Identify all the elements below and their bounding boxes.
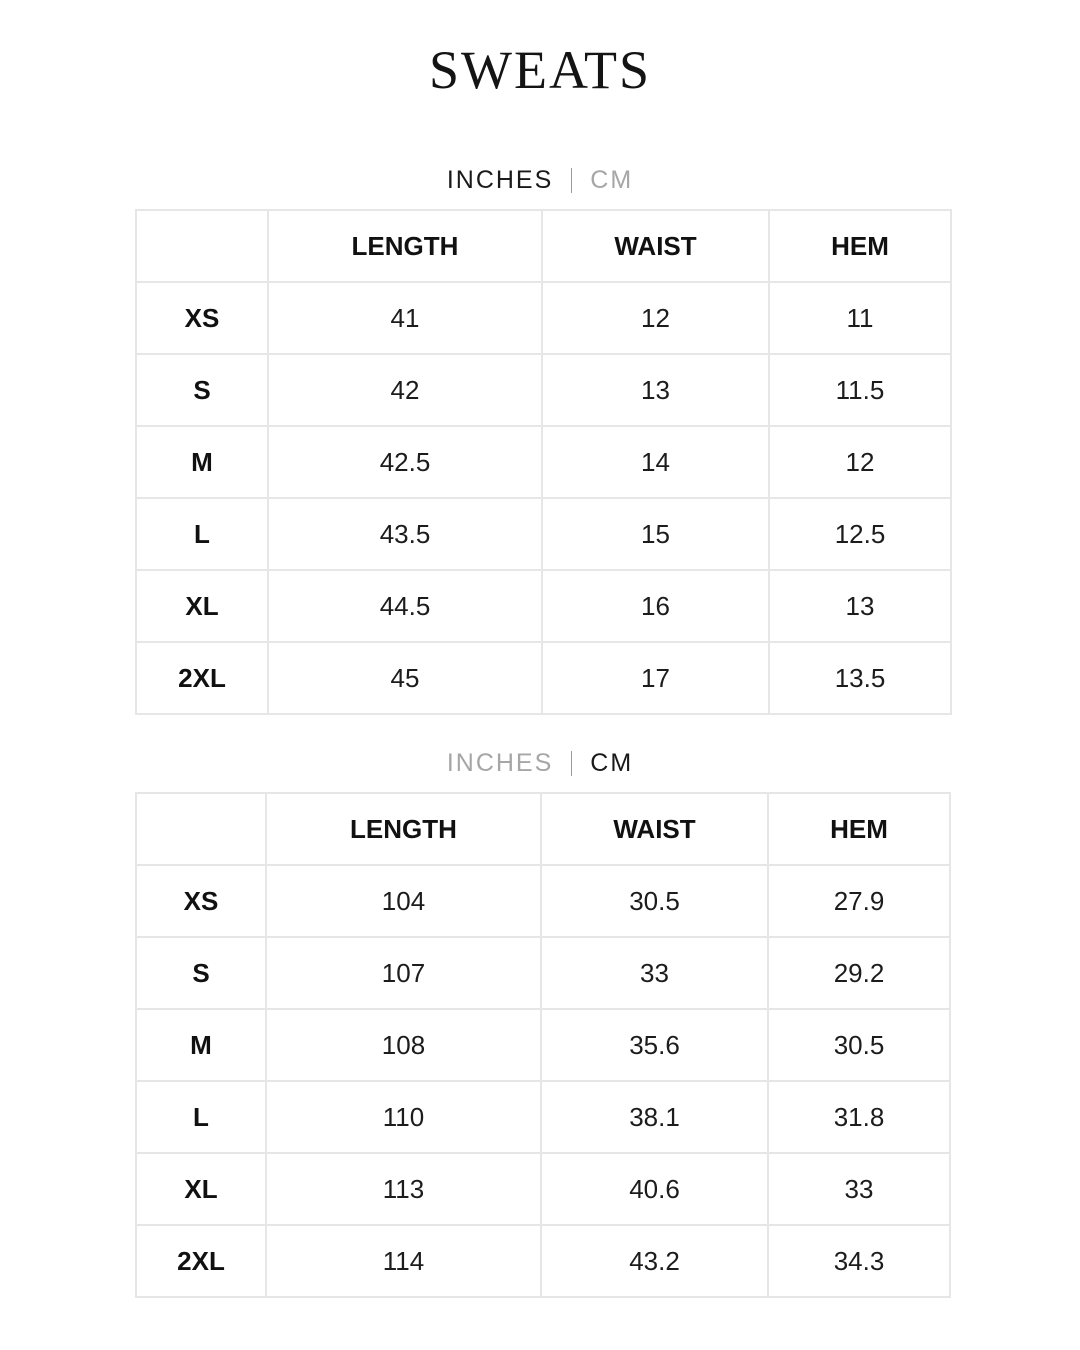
size-label-cell: L — [136, 1081, 266, 1153]
size-table-inches — [135, 209, 952, 715]
length-cell: 113 — [266, 1153, 541, 1225]
size-label-cell: 2XL — [136, 1225, 266, 1297]
table-header-row — [136, 210, 951, 282]
size-label-cell: XS — [136, 282, 268, 354]
hem-cell: 12.5 — [769, 498, 951, 570]
header-waist: WAIST — [541, 793, 768, 865]
table-row — [136, 937, 950, 1009]
length-cell: 44.5 — [268, 570, 542, 642]
header-length: LENGTH — [268, 210, 542, 282]
unit-toggle-cm-table — [0, 748, 1080, 778]
table-row — [136, 354, 951, 426]
waist-cell: 14 — [542, 426, 769, 498]
table-row — [136, 426, 951, 498]
size-label-cell: XL — [136, 570, 268, 642]
length-cell: 108 — [266, 1009, 541, 1081]
table-row — [136, 642, 951, 714]
length-cell: 42.5 — [268, 426, 542, 498]
hem-cell: 13 — [769, 570, 951, 642]
table-row — [136, 570, 951, 642]
waist-cell: 12 — [542, 282, 769, 354]
waist-cell: 35.6 — [541, 1009, 768, 1081]
table-header-row — [136, 793, 950, 865]
hem-cell: 30.5 — [768, 1009, 950, 1081]
hem-cell: 33 — [768, 1153, 950, 1225]
size-label-cell: S — [136, 937, 266, 1009]
hem-cell: 11.5 — [769, 354, 951, 426]
waist-cell: 30.5 — [541, 865, 768, 937]
table-body — [136, 865, 950, 1297]
header-empty-cell — [136, 793, 266, 865]
toggle-divider — [571, 751, 572, 776]
table-row — [136, 1009, 950, 1081]
size-label-cell: S — [136, 354, 268, 426]
hem-cell: 34.3 — [768, 1225, 950, 1297]
waist-cell: 38.1 — [541, 1081, 768, 1153]
inches-toggle-option[interactable]: INCHES — [446, 165, 554, 194]
header-hem: HEM — [769, 210, 951, 282]
length-cell: 45 — [268, 642, 542, 714]
size-label-cell: 2XL — [136, 642, 268, 714]
header-waist: WAIST — [542, 210, 769, 282]
length-cell: 41 — [268, 282, 542, 354]
hem-cell: 27.9 — [768, 865, 950, 937]
size-label-cell: XS — [136, 865, 266, 937]
waist-cell: 33 — [541, 937, 768, 1009]
waist-cell: 17 — [542, 642, 769, 714]
length-cell: 114 — [266, 1225, 541, 1297]
size-label-cell: XL — [136, 1153, 266, 1225]
cm-toggle-option[interactable]: CM — [590, 165, 634, 194]
size-label-cell: M — [136, 426, 268, 498]
length-cell: 43.5 — [268, 498, 542, 570]
length-cell: 104 — [266, 865, 541, 937]
waist-cell: 13 — [542, 354, 769, 426]
waist-cell: 43.2 — [541, 1225, 768, 1297]
hem-cell: 31.8 — [768, 1081, 950, 1153]
hem-cell: 29.2 — [768, 937, 950, 1009]
table-row — [136, 1225, 950, 1297]
size-table-cm — [135, 792, 951, 1298]
header-hem: HEM — [768, 793, 950, 865]
size-label-cell: M — [136, 1009, 266, 1081]
table-row — [136, 498, 951, 570]
table-row — [136, 1153, 950, 1225]
size-label-cell: L — [136, 498, 268, 570]
hem-cell: 12 — [769, 426, 951, 498]
inches-toggle-option[interactable]: INCHES — [446, 748, 554, 777]
hem-cell: 13.5 — [769, 642, 951, 714]
table-row — [136, 282, 951, 354]
length-cell: 107 — [266, 937, 541, 1009]
length-cell: 110 — [266, 1081, 541, 1153]
waist-cell: 40.6 — [541, 1153, 768, 1225]
length-cell: 42 — [268, 354, 542, 426]
page-title: SWEATS — [428, 40, 651, 100]
waist-cell: 15 — [542, 498, 769, 570]
hem-cell: 11 — [769, 282, 951, 354]
waist-cell: 16 — [542, 570, 769, 642]
table-row — [136, 1081, 950, 1153]
toggle-divider — [571, 168, 572, 193]
header-length: LENGTH — [266, 793, 541, 865]
table-row — [136, 865, 950, 937]
unit-toggle-inches-table — [0, 165, 1080, 195]
table-body — [136, 282, 951, 714]
cm-toggle-option[interactable]: CM — [590, 748, 634, 777]
header-empty-cell — [136, 210, 268, 282]
